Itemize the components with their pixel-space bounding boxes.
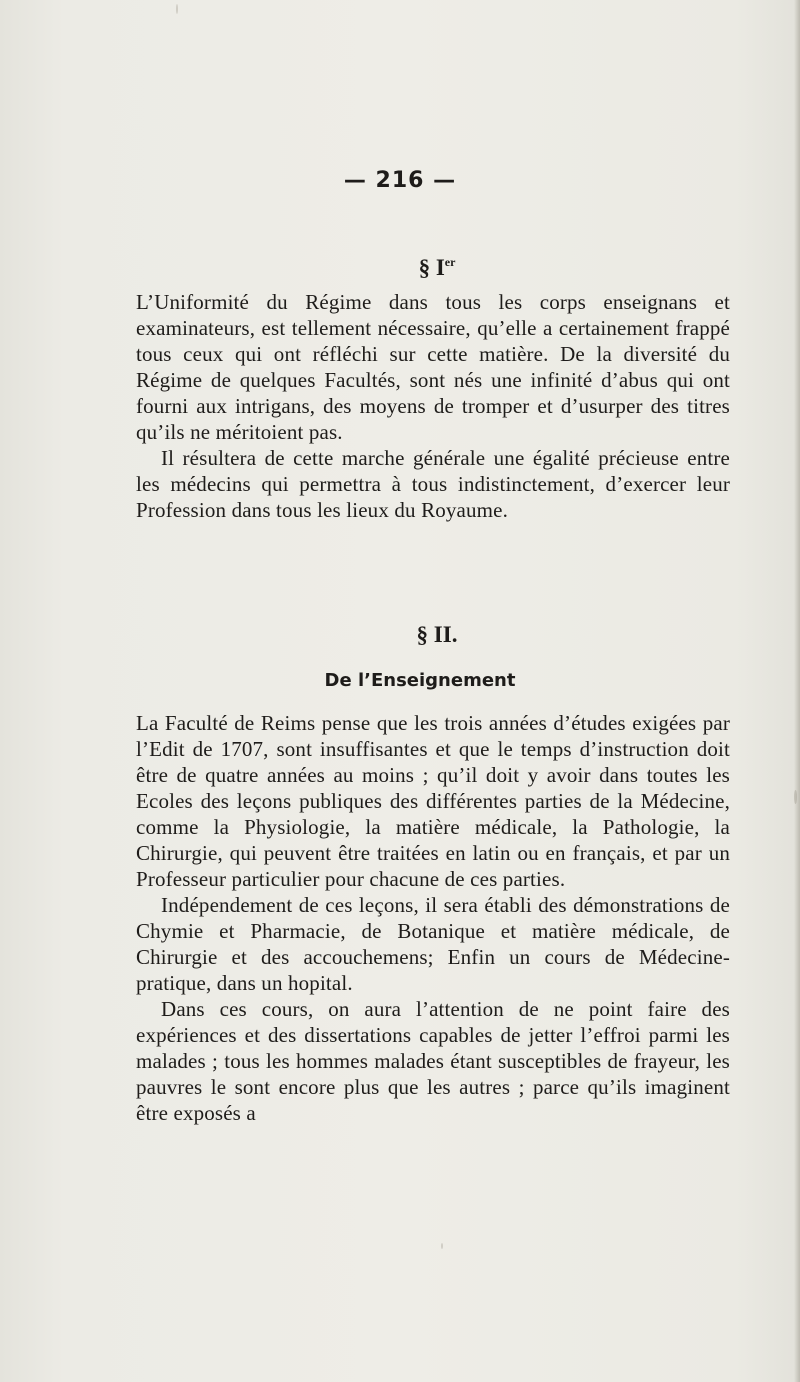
section-1-heading bbox=[0, 249, 800, 281]
section-1-paragraph-1: L’Uniformité du Régime dans tous les corps enseignans et examinateurs, est tellement nécessaire, qu’elle a certainement frappé tous ceux qui ont réfléchi sur cette matière. De la diversité du Régime de quelques Facultés, sont nés une infinité d’abus qui ont fourni aux intrigans, des moyens de tromper et d’usurper des titres qu’ils ne méritoient pas. bbox=[136, 290, 730, 444]
section-1-heading-mark: § I bbox=[418, 255, 445, 280]
section-2-body bbox=[136, 710, 730, 1126]
section-2-paragraph-1: La Faculté de Reims pense que les trois années d’études exigées par l’Edit de 1707, sont insuffisantes et que le temps d’instruction doit être de quatre années au moins ; qu’il doit y avoir dans toutes les Ecoles des leçons publiques des différentes parties de la Médecine, comme la Physiologie, la matière médicale, la Pathologie, la Chirurgie, qui peuvent être traitées en latin ou en français, et par un Professeur particulier pour chacune de ces parties. bbox=[136, 711, 730, 891]
section-1-heading-superscript: er bbox=[444, 255, 456, 269]
paper-speck bbox=[176, 4, 178, 14]
section-2-heading: § II. bbox=[416, 622, 458, 647]
section-2-paragraph-3: Dans ces cours, on aura l’attention de ne point faire des expériences et des dissertations capables de jetter l’effroi parmi les malades ; tous les hommes malades étant susceptibles de frayeur, les pauvres le sont encore plus que les autres ; parce qu’ils imaginent être exposés a bbox=[136, 997, 730, 1125]
section-1-paragraph-2: Il résultera de cette marche générale une égalité précieuse entre les médecins qui permettra à tous indistinctement, d’exercer leur Profession dans tous les lieux du Royaume. bbox=[136, 446, 730, 522]
paper-speck bbox=[441, 1243, 443, 1249]
page-number: — 216 — bbox=[343, 168, 457, 193]
page-edge-shadow bbox=[794, 0, 800, 1382]
section-2-paragraph-2: Indépendement de ces leçons, il sera établi des démonstrations de Chymie et Pharmacie, de Botanique et matière médicale, de Chirurgie et des accouchemens; Enfin un cours de Médecine-pratique, dans un hopital. bbox=[136, 893, 730, 995]
section-1-body bbox=[136, 289, 730, 523]
section-2-subheading: De l’Enseignement bbox=[324, 670, 516, 691]
paper-speck bbox=[794, 790, 797, 804]
